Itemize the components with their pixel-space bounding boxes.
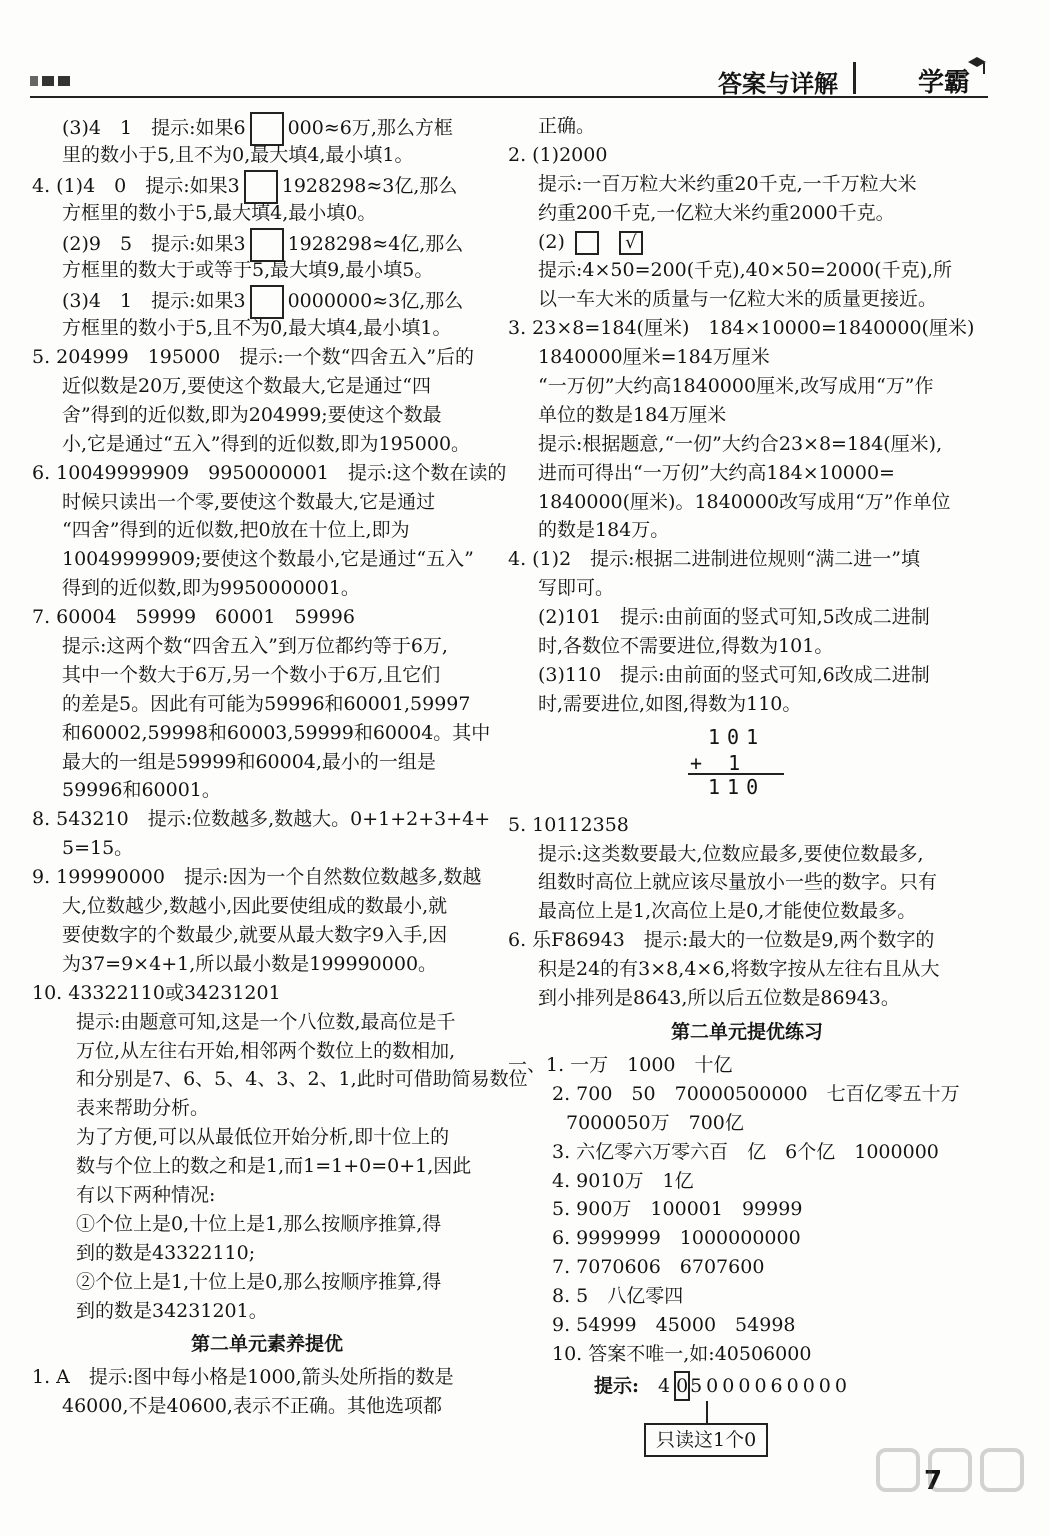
right-answer-line: 提示:4×50=200(千克),40×50=2000(千克),所	[538, 259, 953, 282]
right-mid-lines	[508, 256, 986, 718]
left-answer-line: 方框里的数小于5,最大填4,最小填0。	[62, 201, 377, 224]
q2-part2-row	[508, 228, 986, 257]
page-number: 7	[924, 1466, 943, 1496]
right-answer-line: 单位的数是184万厘米	[538, 403, 727, 426]
left-answer-line: 要使数字的个数最少,就要从最大数字9入手,因	[62, 923, 448, 946]
left-answer-line: (3)4 1 提示:如果3 0000000≈3亿,那么	[32, 285, 502, 314]
practice-lines	[508, 1051, 986, 1369]
right-answer-line: 组数时高位上就应该尽量放小一些的数字。只有	[538, 871, 938, 894]
header-logo-marks	[30, 76, 70, 86]
header-divider	[853, 62, 856, 94]
left-answer-line: 大,位数越少,数越小,因此要使组成的数最小,就	[62, 895, 448, 918]
left-answer-line: 时候只读出一个零,要使这个数最大,它是通过	[62, 490, 436, 513]
left-answer-line: 5. 204999 195000 提示:一个数“四舍五入”后的	[32, 346, 475, 369]
left-answer-line: 9. 199990000 提示:因为一个自然数位数越多,数越	[32, 866, 482, 889]
left-answer-line: 得到的近似数,即为9950000001。	[62, 577, 360, 600]
left-answer-line: 表来帮助分析。	[76, 1097, 210, 1120]
left-answer-line: 为了方便,可以从最低位开始分析,即十位上的	[76, 1126, 450, 1149]
practice-line: 8. 5 八亿零四	[552, 1285, 684, 1308]
right-answer-line: 约重200千克,一亿粒大米约重2000千克。	[538, 201, 895, 224]
left-section-title: 第二单元素养提优	[190, 1333, 343, 1356]
right-bottom-lines	[508, 811, 986, 1013]
right-answer-line: 积是24的有3×8,4×6,将数字按从左往右且从大	[538, 958, 940, 981]
right-answer-line: 2. (1)2000	[508, 143, 608, 166]
header-title: 答案与详解	[718, 70, 838, 98]
right-answer-line: 1840000(厘米)。1840000改写成用“万”作单位	[538, 490, 951, 513]
empty-checkbox	[575, 231, 599, 255]
left-answer-line: 提示:由题意可知,这是一个八位数,最高位是千	[76, 1010, 456, 1033]
left-answer-line: “四舍”得到的近似数,把0放在十位上,即为	[62, 519, 410, 542]
right-top-lines	[508, 112, 986, 228]
left-answer-line: 10. 43322110或34231201	[32, 981, 281, 1004]
right-section-title: 第二单元提优练习	[670, 1020, 823, 1043]
right-answer-line: “一万仞”大约高1840000厘米,改写成用“万”作	[538, 375, 934, 398]
right-answer-line: (3)110 提示:由前面的竖式可知,6改成二进制	[538, 663, 930, 686]
left-answer-line: 方框里的数小于5,且不为0,最大填4,最小填1。	[62, 317, 452, 340]
practice-line: 7000050万 700亿	[566, 1111, 744, 1134]
left-answer-line: 有以下两种情况:	[76, 1183, 216, 1206]
left-answer-line: 里的数小于5,且不为0,最大填4,最小填1。	[62, 143, 414, 166]
right-answer-line: 1840000厘米=184万厘米	[538, 346, 770, 369]
right-answer-line: 提示:根据题意,“一仞”大约合23×8=184(厘米),	[538, 432, 943, 455]
right-answer-line: (2)101 提示:由前面的竖式可知,5改成二进制	[538, 606, 930, 629]
practice-line: 6. 9999999 1000000000	[552, 1227, 801, 1250]
right-answer-line: 到小排列是8643,所以后五位数是86943。	[538, 987, 900, 1010]
left-answer-line: 方框里的数大于或等于5,最大填9,最小填5。	[62, 259, 434, 282]
q2-part2-label: (2)	[538, 230, 565, 253]
right-column	[508, 112, 986, 1459]
left-answer-line: 近似数是20万,要使这个数最大,它是通过“四	[62, 375, 431, 398]
left-answer-line: 和60002,59998和60003,59999和60004。其中	[62, 721, 491, 744]
left-answer-line: 4. (1)4 0 提示:如果3 1928298≈3亿,那么	[32, 170, 502, 199]
binary-addition-calc	[508, 725, 986, 805]
left-tail-line: 1. A 提示:图中每小格是1000,箭头处所指的数是	[32, 1366, 454, 1389]
left-answer-line: 提示:这两个数“四舍五入”到万位都约等于6万,	[62, 635, 448, 658]
right-answer-line: 提示:一百万粒大米约重20千克,一千万粒大米	[538, 172, 917, 195]
calc-result: 110	[708, 774, 766, 799]
calc-line-2: + 1	[690, 750, 748, 775]
graduation-cap-icon	[966, 54, 988, 78]
zero-box: 0	[674, 1371, 690, 1401]
right-answer-line: 6. 乐F86943 提示:最大的一位数是9,两个数字的	[508, 929, 935, 952]
right-answer-line: 5. 10112358	[508, 813, 629, 836]
right-answer-line: 时,需要进位,如图,得数为110。	[538, 692, 802, 715]
practice-line: 9. 54999 45000 54998	[552, 1313, 796, 1336]
left-answer-line: 10049999909;要使这个数最小,它是通过“五入”	[62, 548, 474, 571]
practice-line: 3. 六亿零六万零六百 亿 6个亿 1000000	[552, 1140, 939, 1163]
hint-label: 提示:	[594, 1374, 640, 1397]
left-answer-line: 其中一个数大于6万,另一个数小于6万,且它们	[62, 663, 441, 686]
left-answer-line: 数与个位上的数之和是1,而1=1+0=0+1,因此	[76, 1155, 472, 1178]
practice-line: 2. 700 50 70000500000 七百亿零五十万	[552, 1082, 960, 1105]
calc-line-1: 101	[708, 724, 766, 749]
right-answer-line: 4. (1)2 提示:根据二进制进位规则“满二进一”填	[508, 548, 920, 571]
callout-connector	[706, 1401, 708, 1423]
right-answer-line: 最高位上是1,次高位上是0,才能使位数最多。	[538, 900, 917, 923]
left-answer-line: 为37=9×4+1,所以最小数是199990000。	[62, 952, 438, 975]
left-answer-line: 7. 60004 59999 60001 59996	[32, 606, 355, 629]
practice-line: 5. 900万 100001 99999	[552, 1198, 803, 1221]
left-column	[32, 112, 528, 1421]
right-answer-line: 提示:这类数要最大,位数应最多,要使位数最多,	[538, 842, 924, 865]
practice-line: 7. 7070606 6707600	[552, 1256, 765, 1279]
practice-line: 10. 答案不唯一,如:40506000	[552, 1342, 812, 1365]
right-answer-line: 时,各数位不需要进位,得数为101。	[538, 635, 834, 658]
hint-callout: 只读这1个0	[644, 1423, 768, 1457]
left-answer-line: (2)9 5 提示:如果3 1928298≈4亿,那么	[32, 228, 502, 257]
brand-logo: 学霸	[917, 68, 970, 98]
left-answer-line: 到的数是43322110;	[76, 1241, 256, 1264]
right-answer-line: 的数是184万。	[538, 519, 670, 542]
left-tail-line: 46000,不是40600,表示不正确。其他选项都	[62, 1395, 442, 1418]
left-answer-line: 舍”得到的近似数,即为204999;要使这个数最	[62, 403, 442, 426]
right-answer-line: 进而可得出“一万仞”大约高184×10000=	[538, 461, 895, 484]
left-answer-line: 的差是5。因此有可能为59996和60001,59997	[62, 692, 471, 715]
left-answer-lines	[32, 112, 528, 1325]
left-answer-line: 6. 10049999909 9950000001 提示:这个数在读的	[32, 461, 507, 484]
right-answer-line: 正确。	[538, 115, 596, 137]
page-header	[30, 62, 988, 98]
hint-digits: 4 0 5000060000	[658, 1371, 851, 1401]
left-answer-line: 和分别是7、6、5、4、3、2、1,此时可借助简易数位	[76, 1068, 528, 1091]
left-answer-line: 小,它是通过“五入”得到的近似数,即为195000。	[62, 432, 471, 455]
left-tail-lines	[32, 1363, 502, 1421]
left-answer-line: 5=15。	[62, 837, 134, 860]
practice-line: 4. 9010万 1亿	[552, 1169, 694, 1192]
right-answer-line: 以一车大米的质量与一亿粒大米的质量更接近。	[538, 288, 938, 311]
left-answer-line: (3)4 1 提示:如果6 000≈6万,那么方框	[32, 112, 502, 141]
left-answer-line: ②个位上是1,十位上是0,那么按顺序推算,得	[76, 1270, 442, 1293]
left-answer-line: 8. 543210 提示:位数越多,数越大。0+1+2+3+4+	[32, 808, 491, 831]
watermark-logo	[872, 1440, 1032, 1530]
left-answer-line: 万位,从左往右开始,相邻两个数位上的数相加,	[76, 1039, 456, 1062]
left-answer-line: 最大的一组是59999和60004,最小的一组是	[62, 750, 436, 773]
left-answer-line: 59996和60001。	[62, 779, 221, 802]
right-answer-line: 写即可。	[538, 577, 615, 600]
left-answer-line: ①个位上是0,十位上是1,那么按顺序推算,得	[76, 1212, 442, 1235]
practice-line: 一、1. 一万 1000 十亿	[508, 1053, 733, 1076]
checked-checkbox: √	[619, 231, 643, 255]
left-answer-line: 到的数是34231201。	[76, 1299, 268, 1322]
right-answer-line: 3. 23×8=184(厘米) 184×10000=1840000(厘米)	[508, 317, 975, 340]
